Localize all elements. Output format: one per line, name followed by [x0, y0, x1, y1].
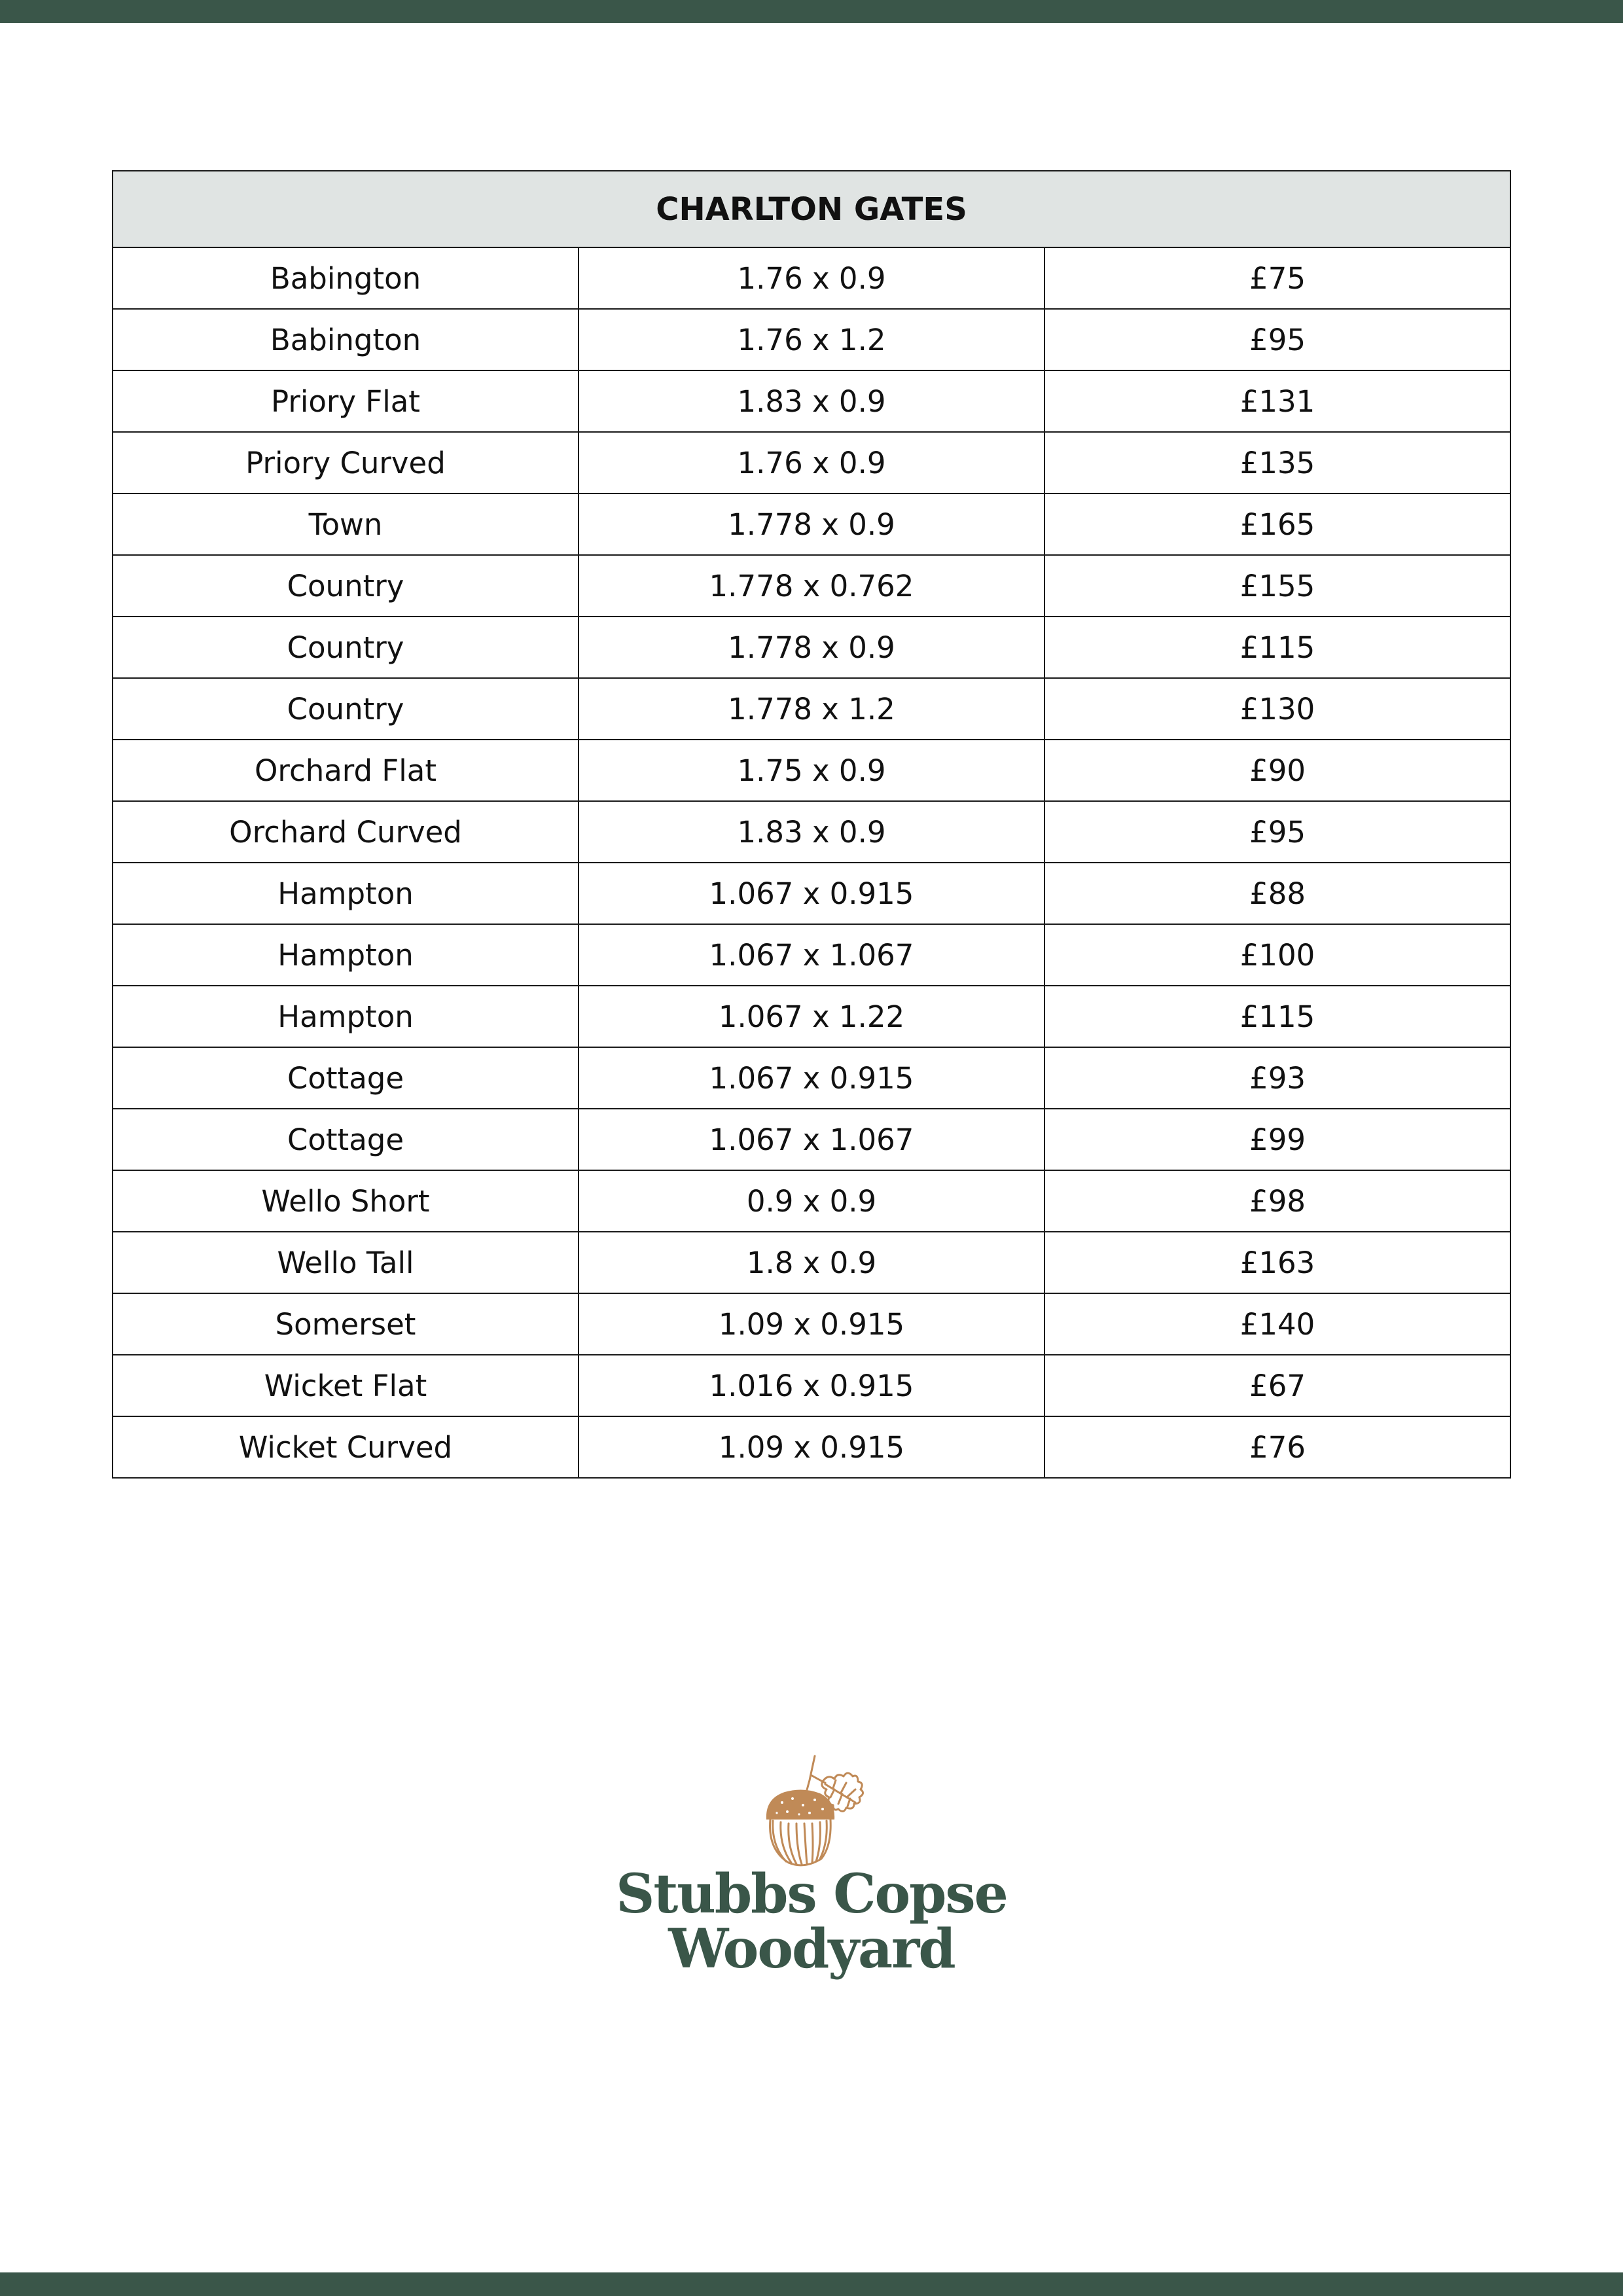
- table-row: [113, 740, 1510, 801]
- gate-size: 1.09 x 0.915: [579, 1293, 1044, 1355]
- gate-size: 1.76 x 0.9: [579, 432, 1044, 493]
- gate-name: Country: [113, 617, 579, 678]
- gate-price: £140: [1044, 1293, 1510, 1355]
- gate-price: £95: [1044, 309, 1510, 370]
- table-row: [113, 678, 1510, 740]
- table-row: [113, 493, 1510, 555]
- gate-name: Town: [113, 493, 579, 555]
- gate-price: £75: [1044, 247, 1510, 309]
- gate-name: Hampton: [113, 924, 579, 986]
- gate-size: 1.067 x 1.067: [579, 1109, 1044, 1170]
- gate-price: £163: [1044, 1232, 1510, 1293]
- gate-name: Priory Flat: [113, 370, 579, 432]
- gate-name: Hampton: [113, 986, 579, 1047]
- gate-size: 1.778 x 1.2: [579, 678, 1044, 740]
- gate-size: 1.067 x 1.22: [579, 986, 1044, 1047]
- gate-price: £99: [1044, 1109, 1510, 1170]
- gate-name: Orchard Curved: [113, 801, 579, 863]
- gate-size: 1.76 x 1.2: [579, 309, 1044, 370]
- gate-price: £93: [1044, 1047, 1510, 1109]
- gate-size: 1.067 x 0.915: [579, 863, 1044, 924]
- table-row: [113, 247, 1510, 309]
- gate-size: 1.83 x 0.9: [579, 370, 1044, 432]
- gate-size: 1.76 x 0.9: [579, 247, 1044, 309]
- top-brand-band: [0, 0, 1623, 23]
- table-row: [113, 309, 1510, 370]
- table-row: [113, 1047, 1510, 1109]
- gate-price: £95: [1044, 801, 1510, 863]
- gate-name: Orchard Flat: [113, 740, 579, 801]
- brand-name-line1: Stubbs Copse: [616, 1863, 1007, 1926]
- gate-price: £155: [1044, 555, 1510, 617]
- price-table: [112, 170, 1511, 1479]
- gate-name: Hampton: [113, 863, 579, 924]
- gate-name: Babington: [113, 309, 579, 370]
- table-row: [113, 1170, 1510, 1232]
- table-row: [113, 555, 1510, 617]
- table-header-row: [113, 171, 1510, 247]
- table-row: [113, 617, 1510, 678]
- gate-size: 1.75 x 0.9: [579, 740, 1044, 801]
- gate-size: 1.778 x 0.9: [579, 493, 1044, 555]
- table-row: [113, 1109, 1510, 1170]
- gate-price: £115: [1044, 986, 1510, 1047]
- gate-price: £115: [1044, 617, 1510, 678]
- gate-name: Cottage: [113, 1109, 579, 1170]
- table-row: [113, 1416, 1510, 1478]
- table-title: CHARLTON GATES: [113, 171, 1510, 247]
- gate-price: £90: [1044, 740, 1510, 801]
- gate-price: £88: [1044, 863, 1510, 924]
- brand-logo: [615, 1754, 1008, 1981]
- gate-size: 1.09 x 0.915: [579, 1416, 1044, 1478]
- table-row: [113, 1355, 1510, 1416]
- table-row: [113, 801, 1510, 863]
- gate-price: £135: [1044, 432, 1510, 493]
- gate-price: £165: [1044, 493, 1510, 555]
- table-row: [113, 863, 1510, 924]
- table-row: [113, 432, 1510, 493]
- table-body: [113, 247, 1510, 1478]
- table-row: [113, 924, 1510, 986]
- gate-price: £98: [1044, 1170, 1510, 1232]
- table-row: [113, 370, 1510, 432]
- gate-name: Cottage: [113, 1047, 579, 1109]
- acorn-icon: [762, 1754, 887, 1867]
- gate-price: £100: [1044, 924, 1510, 986]
- gate-name: Wello Short: [113, 1170, 579, 1232]
- gate-size: 1.778 x 0.762: [579, 555, 1044, 617]
- gate-price: £76: [1044, 1416, 1510, 1478]
- gate-name: Babington: [113, 247, 579, 309]
- gate-size: 1.067 x 0.915: [579, 1047, 1044, 1109]
- gate-name: Wello Tall: [113, 1232, 579, 1293]
- table-row: [113, 986, 1510, 1047]
- gate-name: Country: [113, 555, 579, 617]
- gate-name: Wicket Curved: [113, 1416, 579, 1478]
- gate-size: 1.778 x 0.9: [579, 617, 1044, 678]
- gate-size: 1.016 x 0.915: [579, 1355, 1044, 1416]
- gate-size: 1.83 x 0.9: [579, 801, 1044, 863]
- gate-name: Wicket Flat: [113, 1355, 579, 1416]
- gate-price: £67: [1044, 1355, 1510, 1416]
- gate-size: 1.067 x 1.067: [579, 924, 1044, 986]
- gate-name: Somerset: [113, 1293, 579, 1355]
- gate-size: 0.9 x 0.9: [579, 1170, 1044, 1232]
- table-row: [113, 1293, 1510, 1355]
- table-row: [113, 1232, 1510, 1293]
- gate-name: Country: [113, 678, 579, 740]
- brand-name-line2: Woodyard: [668, 1918, 955, 1981]
- gate-price: £130: [1044, 678, 1510, 740]
- gate-size: 1.8 x 0.9: [579, 1232, 1044, 1293]
- gate-name: Priory Curved: [113, 432, 579, 493]
- gate-price: £131: [1044, 370, 1510, 432]
- bottom-brand-band: [0, 2272, 1623, 2296]
